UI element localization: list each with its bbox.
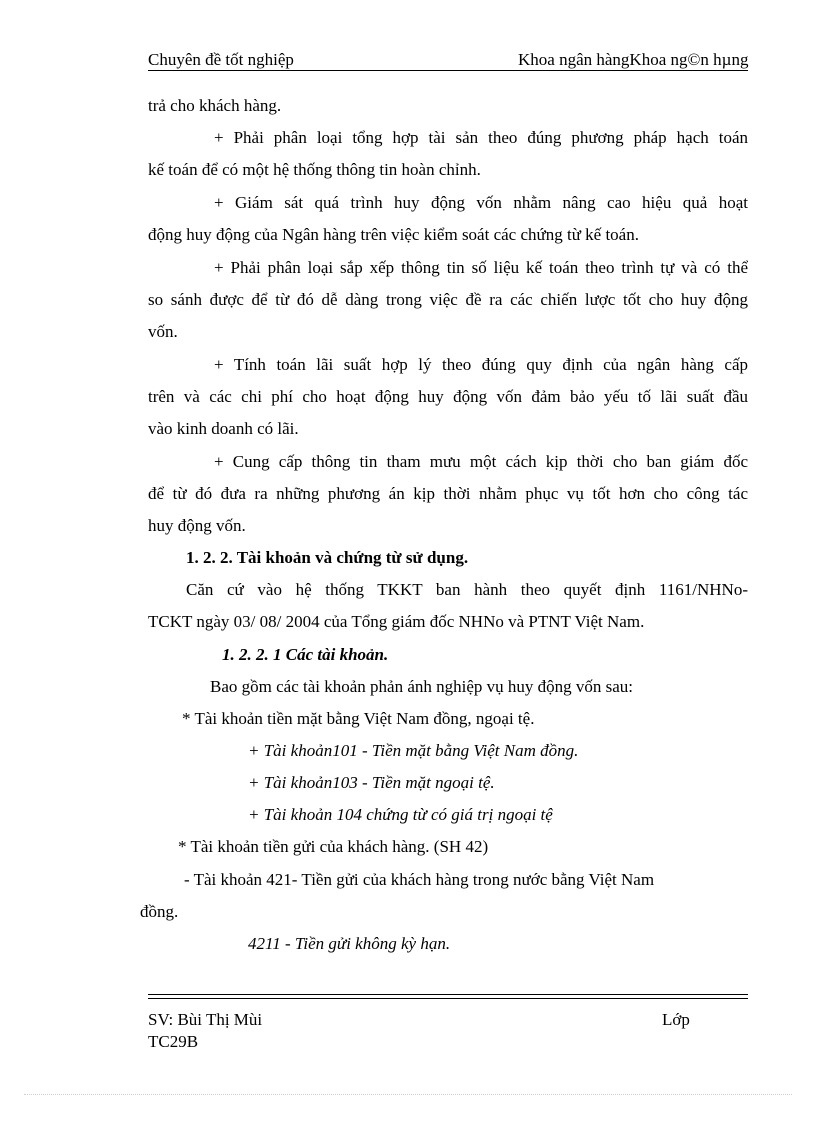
page-bottom-dotted-line [24, 1094, 792, 1095]
paragraph-line: kế toán để có một hệ thống thông tin hoàn chỉnh. [148, 160, 481, 179]
student-name: SV: Bùi Thị Mùi [148, 1010, 263, 1029]
paragraph-line: đồng. [140, 902, 179, 921]
paragraph-line: TCKT ngày 03/ 08/ 2004 của Tổng giám đốc NHNo và PTNT Việt Nam. [148, 612, 645, 631]
account-item: + Tài khoản 104 chứng từ có giá trị ngoại tệ [248, 805, 553, 824]
paragraph-line: huy động vốn. [148, 516, 246, 535]
paragraph-line: Căn cứ vào hệ thống TKKT ban hành theo quyết định 1161/NHNo- [186, 580, 748, 599]
account-item: + Tài khoản103 - Tiền mặt ngoại tệ. [248, 773, 495, 792]
paragraph-line: Bao gồm các tài khoản phản ánh nghiệp vụ huy động vốn sau: [210, 677, 634, 696]
subsection-heading: 1. 2. 2. 1 Các tài khoản. [222, 645, 389, 664]
header-department: Khoa ngân hàngKhoa ng©n hµng [518, 50, 749, 69]
paragraph-line: trả cho khách hàng. [148, 96, 282, 115]
paragraph-line: - Tài khoản 421- Tiền gửi của khách hàng trong nước bằng Việt Nam [184, 870, 655, 889]
paragraph-line: để từ đó đưa ra những phương án kịp thời nhằm phục vụ tốt hơn cho công tác [148, 484, 748, 503]
paragraph-line: + Giám sát quá trình huy động vốn nhằm nâng cao hiệu quả hoạt [214, 193, 748, 212]
header-rule [148, 70, 748, 71]
paragraph-line: vào kinh doanh có lãi. [148, 419, 299, 438]
paragraph-line: + Phải phân loại tổng hợp tài sản theo đúng phương pháp hạch toán [214, 128, 748, 147]
paragraph-line: so sánh được để từ đó dễ dàng trong việc đề ra các chiến lược tốt cho huy động [148, 290, 748, 309]
footer-rule [148, 998, 748, 999]
page-header [148, 48, 748, 70]
paragraph-line: vốn. [148, 322, 178, 341]
paragraph-line: + Phải phân loại sắp xếp thông tin số liệu kế toán theo trình tự và có thể [214, 258, 748, 277]
paragraph-line: * Tài khoản tiền mặt bằng Việt Nam đồng, ngoại tệ. [182, 709, 535, 728]
account-item: 4211 - Tiền gửi không kỳ hạn. [248, 934, 451, 953]
paragraph-line: + Tính toán lãi suất hợp lý theo đúng quy định của ngân hàng cấp [214, 355, 748, 374]
class-label: Lớp [662, 1010, 690, 1029]
header-title: Chuyên đề tốt nghiệp [148, 50, 294, 69]
class-code: TC29B [148, 1032, 199, 1051]
section-heading: 1. 2. 2. Tài khoản và chứng từ sử dụng. [186, 548, 469, 567]
paragraph-line: * Tài khoản tiền gửi của khách hàng. (SH 42) [178, 837, 489, 856]
account-item: + Tài khoản101 - Tiền mặt bằng Việt Nam đồng. [248, 741, 579, 760]
footer-rule [148, 994, 748, 995]
paragraph-line: trên và các chi phí cho hoạt động huy động vốn đảm bảo yếu tố lãi suất đầu [148, 387, 748, 406]
paragraph-line: + Cung cấp thông tin tham mưu một cách kịp thời cho ban giám đốc [214, 452, 748, 471]
paragraph-line: động huy động của Ngân hàng trên việc kiểm soát các chứng từ kế toán. [148, 225, 639, 244]
